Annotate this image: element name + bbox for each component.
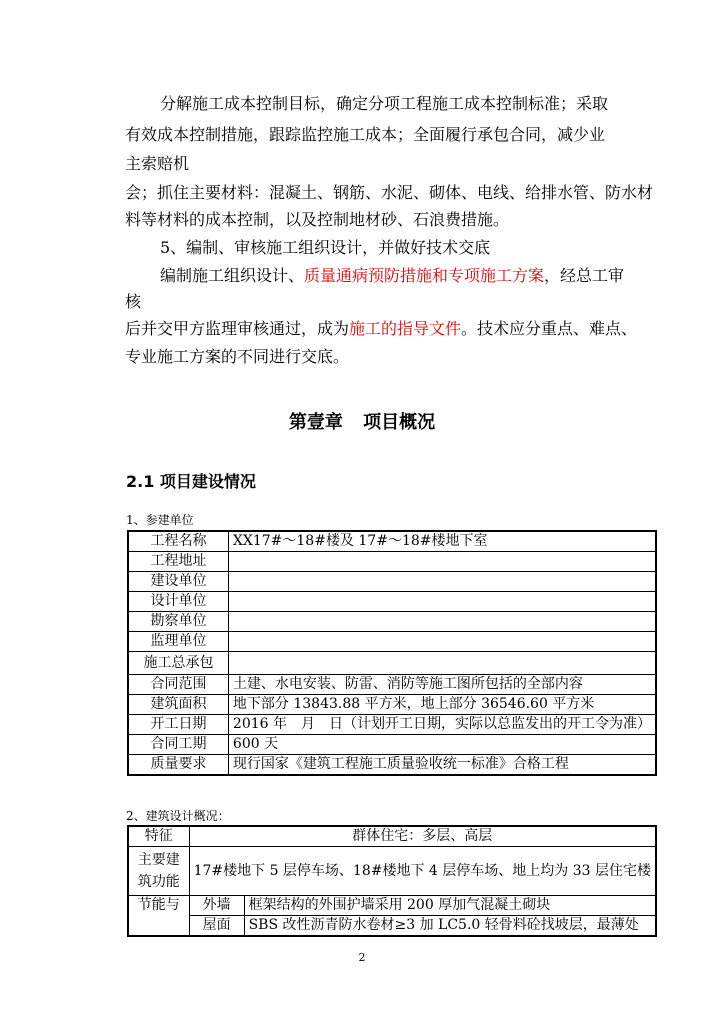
table-cell-value: 框架结构的外围护墙采用 200 厚加气混凝土砌块 bbox=[244, 896, 656, 916]
table-cell-label: 施工总承包 bbox=[128, 652, 228, 675]
table-cell-value: 600 天 bbox=[228, 735, 656, 755]
table-cell-value bbox=[228, 592, 656, 612]
table-row bbox=[128, 531, 656, 552]
table-row bbox=[128, 896, 656, 916]
table-cell-value: 17#楼地下 5 层停车场、18#楼地下 4 层停车场、地上均为 33 层住宅楼 bbox=[189, 847, 656, 896]
section-title: 2.1 项目建设情况 bbox=[126, 472, 256, 491]
table-row bbox=[128, 916, 656, 937]
table-row bbox=[128, 552, 656, 572]
table-cell-value bbox=[228, 572, 656, 592]
table-cell-label: 质量要求 bbox=[128, 755, 228, 776]
label-line: 筑功能 bbox=[137, 874, 180, 890]
table-cell-label: 节能与 bbox=[128, 896, 189, 937]
table-cell-value: 土建、水电安装、防雷、消防等施工图所包括的全部内容 bbox=[228, 675, 656, 695]
text-line: 分解施工成本控制目标，确定分项工程施工成本控制标准；采取 bbox=[160, 94, 609, 113]
text-line: 料等材料的成本控制，以及控制地材砂、石浪费措施。 bbox=[125, 210, 510, 229]
text-line: 主索赔机 bbox=[125, 154, 190, 173]
table-cell-value: 群体住宅：多层、高层 bbox=[189, 826, 656, 847]
table-row bbox=[128, 675, 656, 695]
table-cell-value: 2016 年 月 日（计划开工日期，实际以总监发出的开工令为准） bbox=[228, 715, 656, 735]
table-cell-label: 建筑面积 bbox=[128, 695, 228, 715]
table-cell-label: 工程地址 bbox=[128, 552, 228, 572]
table-row bbox=[128, 652, 656, 675]
table-row bbox=[128, 632, 656, 652]
table-cell-sublabel: 屋面 bbox=[189, 916, 244, 937]
text-line: 核 bbox=[125, 292, 142, 311]
table2-caption: 2、建筑设计概况： bbox=[126, 809, 230, 823]
table-cell-label: 设计单位 bbox=[128, 592, 228, 612]
table-cell-value bbox=[228, 612, 656, 632]
table-cell-value: XX17#～18#楼及 17#～18#楼地下室 bbox=[228, 531, 656, 552]
highlight-text: 质量通病预防措施和专项施工方案 bbox=[304, 266, 545, 285]
text-line: 专业施工方案的不同进行交底。 bbox=[125, 347, 350, 366]
table-row bbox=[128, 695, 656, 715]
table-cell-label: 合同范围 bbox=[128, 675, 228, 695]
table-cell-value: 地下部分 13843.88 平方米，地上部分 36546.60 平方米 bbox=[228, 695, 656, 715]
text-line bbox=[160, 266, 660, 286]
table-row bbox=[128, 847, 656, 896]
highlight-text: 施工的指导文件 bbox=[349, 319, 462, 338]
item-5-heading: 5、编制、审核施工组织设计，并做好技术交底 bbox=[160, 238, 491, 257]
text-line: 有效成本控制措施，跟踪监控施工成本；全面履行承包合同，减少业 bbox=[125, 125, 606, 144]
table-cell-sublabel: 外墙 bbox=[189, 896, 244, 916]
table-cell-value: SBS 改性沥青防水卷材≥3 加 LC5.0 轻骨料砼找坡层，最薄处 bbox=[244, 916, 656, 937]
chapter-title: 第壹章 项目概况 bbox=[288, 412, 436, 433]
table-row bbox=[128, 572, 656, 592]
table-row bbox=[128, 735, 656, 755]
table-row bbox=[128, 612, 656, 632]
table-cell-label: 开工日期 bbox=[128, 715, 228, 735]
table-cell-label: 工程名称 bbox=[128, 531, 228, 552]
text-span: 编制施工组织设计、 bbox=[160, 266, 305, 285]
table-cell-value bbox=[228, 632, 656, 652]
table-cell-label: 合同工期 bbox=[128, 735, 228, 755]
table-row bbox=[128, 755, 656, 776]
table-cell-label: 监理单位 bbox=[128, 632, 228, 652]
table-cell-value: 现行国家《建筑工程施工质量验收统一标准》合格工程 bbox=[228, 755, 656, 776]
text-span: ，经总工审 bbox=[544, 266, 625, 285]
table-cell-label: 建设单位 bbox=[128, 572, 228, 592]
table-cell-label: 勘察单位 bbox=[128, 612, 228, 632]
page-number: 2 bbox=[358, 951, 366, 964]
design-overview-table bbox=[127, 825, 657, 937]
text-span: 后并交甲方监理审核通过，成为 bbox=[125, 319, 350, 338]
text-line: 会；抓住主要材料：混凝土、钢筋、水泥、砌体、电线、给排水管、防水材 bbox=[125, 183, 654, 202]
table-cell-value bbox=[228, 652, 656, 675]
table-cell-value bbox=[228, 552, 656, 572]
label-line: 主要建 bbox=[137, 852, 180, 868]
text-span: 。技术应分重点、难点、 bbox=[461, 319, 638, 338]
table-cell-label: 特征 bbox=[128, 826, 189, 847]
table-cell-label bbox=[128, 847, 189, 896]
table-row bbox=[128, 592, 656, 612]
text-line bbox=[125, 319, 660, 339]
table-row bbox=[128, 826, 656, 847]
participants-table bbox=[127, 530, 657, 776]
table-row bbox=[128, 715, 656, 735]
table1-caption: 1、参建单位 bbox=[126, 513, 194, 527]
